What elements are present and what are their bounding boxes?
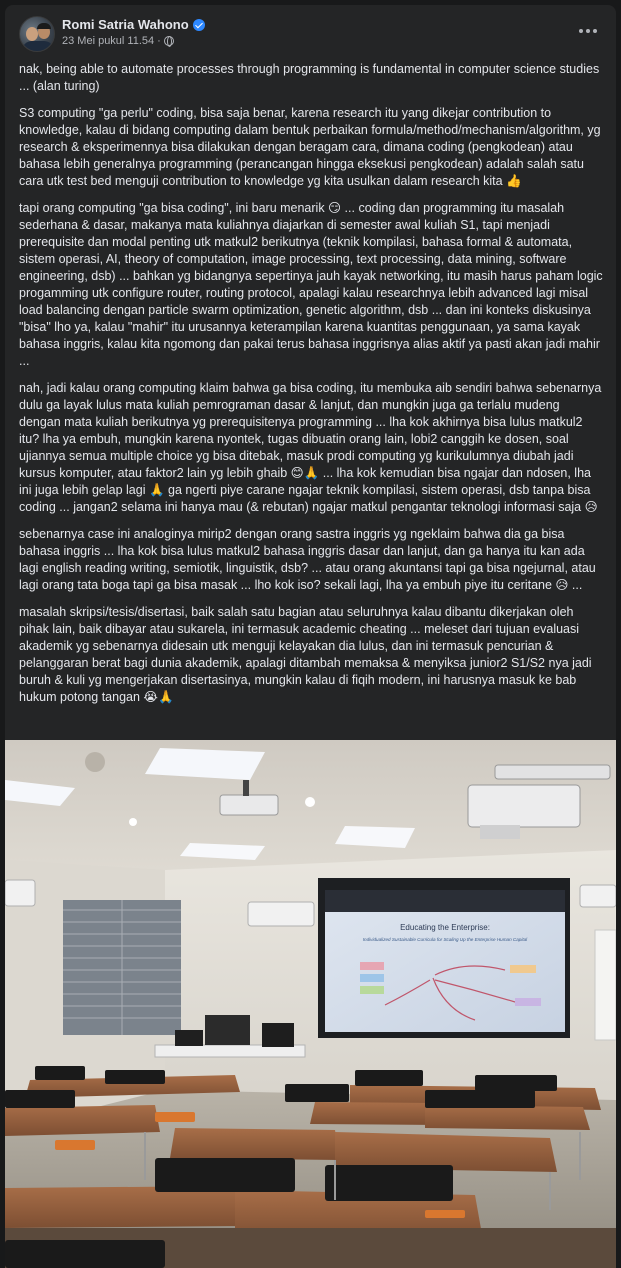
post-photo[interactable] (5, 740, 616, 1268)
screen-title: Educating the Enterprise: (400, 923, 490, 932)
post-header (5, 5, 616, 61)
more-options-icon (579, 29, 583, 33)
post-meta (62, 35, 174, 47)
post-paragraph: masalah skripsi/tesis/disertasi, baik salah satu bagian atau seluruhnya kalau dibantu dikerjakan oleh pihak lain, baik dibayar atau sukarela, ini termasuk academic cheating ... meleset dari tujuan evaluasi akademik yg sebenarnya didesain utk menguji kelayakan dia lulus, dan ini termasuk pencurian & pelanggaran berat bagi dunia akademik, apalagi ditambah memaksa & menyiksa junior2 S1/S2 nya jadi buruh & kuli yg mengerjakan disertasinya, mungkin kalau di fiqih modern, ini harusnya masuk ke bab hukum potong tangan 😭🙏 (19, 605, 592, 704)
post-paragraph: tapi orang computing "ga bisa coding", ini baru menarik 😏 ... coding dan programming itu masalah sederhana & dasar, makanya mata kuliahnya diajarkan di semester awal kuliah S1, tapi menjadi prerequisite dan modal penting utk matkul2 berikutnya (teknik kompilasi, bahasa formal & automata, sistem operasi, AI, theory of computation, image processing, text processing, data mining, software engineering, dsb) ... bahkan yg bidangnya sepertinya jauh kayak networking, itu masih harus paham logic progamming utk configure router, routing protocol, apalagi kalau researchnya lebih advanced lagi misal load balancing dengan particle swarm optimization, genetic algorithm, dsb ... dan ini konteks diskusinya "bisa" lho ya, kalau "mahir" itu urusannya keterampilan karena kuantitas penggunaan, ya sama kayak bahasa inggris, kalau kita ngomong dan pakai terus bahasa inggrisnya alias aktif ya pasti akan jadi mahir ... (19, 201, 603, 368)
meta-separator: · (157, 35, 161, 47)
author-name-link[interactable] (62, 17, 205, 32)
post-card (5, 5, 616, 1268)
post-paragraph: nak, being able to automate processes through programming is fundamental in computer science studies ... (alan turing) (19, 62, 600, 93)
screen-subtitle: Individualized Sustainable Curricula for Scaling Up the Enterprise Human Capital (362, 937, 528, 942)
verified-badge-icon (193, 19, 205, 31)
classroom-photo (5, 740, 616, 1268)
author-avatar[interactable] (19, 16, 55, 52)
post-body (5, 61, 616, 706)
more-options-button[interactable] (574, 21, 602, 41)
post-timestamp[interactable]: 23 Mei pukul 11.54 (62, 35, 155, 47)
post-paragraph: sebenarnya case ini analoginya mirip2 dengan orang sastra inggris yg ngeklaim bahwa dia ga bisa bahasa inggris ... lha kok bisa lulus matkul2 bahasa inggris dasar dan lanjut, dan ga hanya itu kan ada lagi english reading writing, semiotik, linguistik, dsb? ... atau orang akuntansi tapi ga bisa ngejurnal, atau lagi orang tata boga tapi ga bisa masak ... lho kok iso? sekali lagi, lha ya embuh piye itu ceritane 😥 ... (19, 527, 596, 592)
post-paragraph: nah, jadi kalau orang computing klaim bahwa ga bisa coding, itu membuka aib sendiri bahwa sebenarnya dulu ga layak lulus mata kuliah pemrograman dasar & lanjut, dan mungkin juga ga terlalu mudeng dengan mata kuliah berikutnya yg prerequisitenya programming ... lha kok akhirnya bisa lulus matkul2 itu? lha ya embuh, mungkin karena nyontek, tugas dibuatin orang lain, lobi2 canggih ke dosen, soal ujiannya semua multiple choice yg bisa ditebak, masuk prodi computing yg kurikulumnya diubah jadi kursus komputer, atau faktor2 lain yg lebih ghaib 😊🙏 ... lha kok kemudian bisa ngajar dan ndosen, lha ini juga lebih gelap lagi 🙏 ga ngerti piye carane ngajar teknik kompilasi, sistem operasi, dsb tanpa bisa coding ... jangan2 selama ini hanya mau (& rebutan) ngajar matkul pengantar teknologi informasi saja 😥 (19, 381, 602, 514)
author-name[interactable]: Romi Satria Wahono (62, 17, 189, 32)
post-paragraph: S3 computing "ga perlu" coding, bisa saja benar, karena research itu yang dikejar contribution to knowledge, kalau di bidang computing dalam bentuk perbaikan formula/method/mechanism/algorithm, yg research & eksperimennya bisa dilakukan dengan beragam cara, dimana coding (pengkodean) atau bahasa lebih generalnya programming (perancangan hingga eksekusi pengkodean) adalah salah satu cara utk test bed menguji contribution to knowledge yg kita usulkan dalam research kita 👍 (19, 106, 601, 188)
globe-icon[interactable] (164, 36, 174, 46)
